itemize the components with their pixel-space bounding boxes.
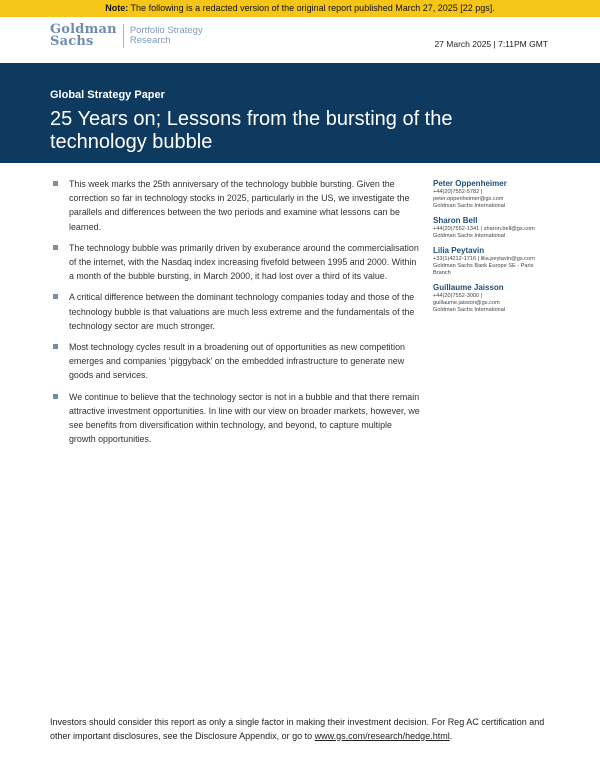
logo-line-2: Sachs	[50, 34, 94, 49]
brand-header	[50, 24, 203, 48]
bullet-text: Most technology cycles result in a broadening out of opportunities as new competition emerges and companies ‘piggyback’ on the embedded infrastructure to generate new goods and services.	[69, 342, 405, 381]
square-bullet-icon	[53, 245, 58, 250]
disclosure-footer	[50, 716, 560, 743]
dept-line-1: Portfolio Strategy	[129, 25, 203, 36]
author-email[interactable]: guillaume.jaisson@gs.com	[433, 300, 500, 306]
bullet-text: This week marks the 25th anniversary of the technology bubble bursting. Given the correction so far in technology stocks in 2025, particularly in the US, we investigate the parallels and differences between the two periods and examine what lessons can be learned.	[69, 179, 410, 232]
author-affiliation: Goldman Sachs International	[433, 203, 506, 209]
department-label	[130, 26, 203, 46]
notice-text: The following is a redacted version of the original report published March 27, 2025 [22 pgs].	[128, 3, 495, 13]
author-affiliation: Goldman Sachs International	[433, 307, 506, 313]
paper-type: Global Strategy Paper	[50, 89, 165, 101]
author-email[interactable]: peter.oppenheimer@gs.com	[433, 196, 504, 202]
footer-text: Investors should consider this report as only a single factor in making their investment decision. For Reg AC certification and other important disclosures, see the Disclosure Appendix, or go to	[50, 717, 545, 741]
brand-divider	[123, 24, 124, 48]
bullet-item	[50, 390, 420, 447]
author-contact[interactable]: +44(20)7552-1341 | sharon.bell@gs.com	[433, 226, 535, 232]
logo-line-1: Goldman	[50, 22, 117, 37]
author-contact: +44(20)7552-5782 |	[433, 189, 483, 195]
bullet-item	[50, 241, 420, 284]
author-contact[interactable]: +33(1)4212-1716 | lilia.peytavin@gs.com	[433, 256, 535, 262]
notice-prefix: Note:	[105, 3, 129, 13]
author-block	[433, 283, 563, 314]
title-banner	[0, 63, 600, 163]
publish-date: 27 March 2025 | 7:11PM GMT	[434, 39, 548, 49]
author-contact: +44(20)7552-3000 |	[433, 293, 483, 299]
goldman-sachs-logo	[50, 24, 117, 48]
author-block	[433, 246, 563, 277]
author-name[interactable]: Lilia Peytavin	[433, 246, 485, 255]
disclosure-link[interactable]: www.gs.com/research/hedge.html	[314, 730, 450, 741]
bullet-item	[50, 340, 420, 383]
authors-panel	[433, 179, 563, 320]
bullet-text: A critical difference between the dominant technology companies today and those of the technology bubble is that valuations are much less extreme and the fundamentals of the technology sector are much stronger.	[69, 292, 415, 331]
square-bullet-icon	[53, 344, 58, 349]
square-bullet-icon	[53, 294, 58, 299]
bullet-item	[50, 177, 420, 234]
bullet-item	[50, 290, 420, 333]
author-affiliation: Branch	[433, 270, 451, 276]
author-name[interactable]: Peter Oppenheimer	[433, 179, 507, 188]
redaction-notice	[0, 0, 600, 17]
author-name[interactable]: Guillaume Jaisson	[433, 283, 504, 292]
author-affiliation: Goldman Sachs International	[433, 233, 506, 239]
author-affiliation: Goldman Sachs Bank Europe SE - Paris	[433, 263, 534, 269]
summary-bullets	[50, 177, 420, 453]
author-block	[433, 216, 563, 240]
bullet-text: The technology bubble was primarily driven by exuberance around the commercialisation of the internet, with the Nasdaq index increasing fivefold between 1995 and 2000. Within a month of the bubble bursting, in March 2000, it had lost over a third of its value.	[69, 242, 419, 282]
footer-end: .	[449, 730, 453, 741]
dept-line-2: Research	[129, 35, 171, 46]
report-title: 25 Years on; Lessons from the bursting of the technology bubble	[50, 108, 453, 153]
square-bullet-icon	[53, 181, 58, 186]
square-bullet-icon	[53, 394, 58, 399]
author-block	[433, 179, 563, 210]
author-name[interactable]: Sharon Bell	[433, 216, 478, 225]
bullet-text: We continue to believe that the technology sector is not in a bubble and that there remain attractive investment opportunities. In line with our view on broader markets, however, we see benefits from diversification within technology, and beyond, to capture multiple growth opportunities.	[69, 391, 420, 445]
